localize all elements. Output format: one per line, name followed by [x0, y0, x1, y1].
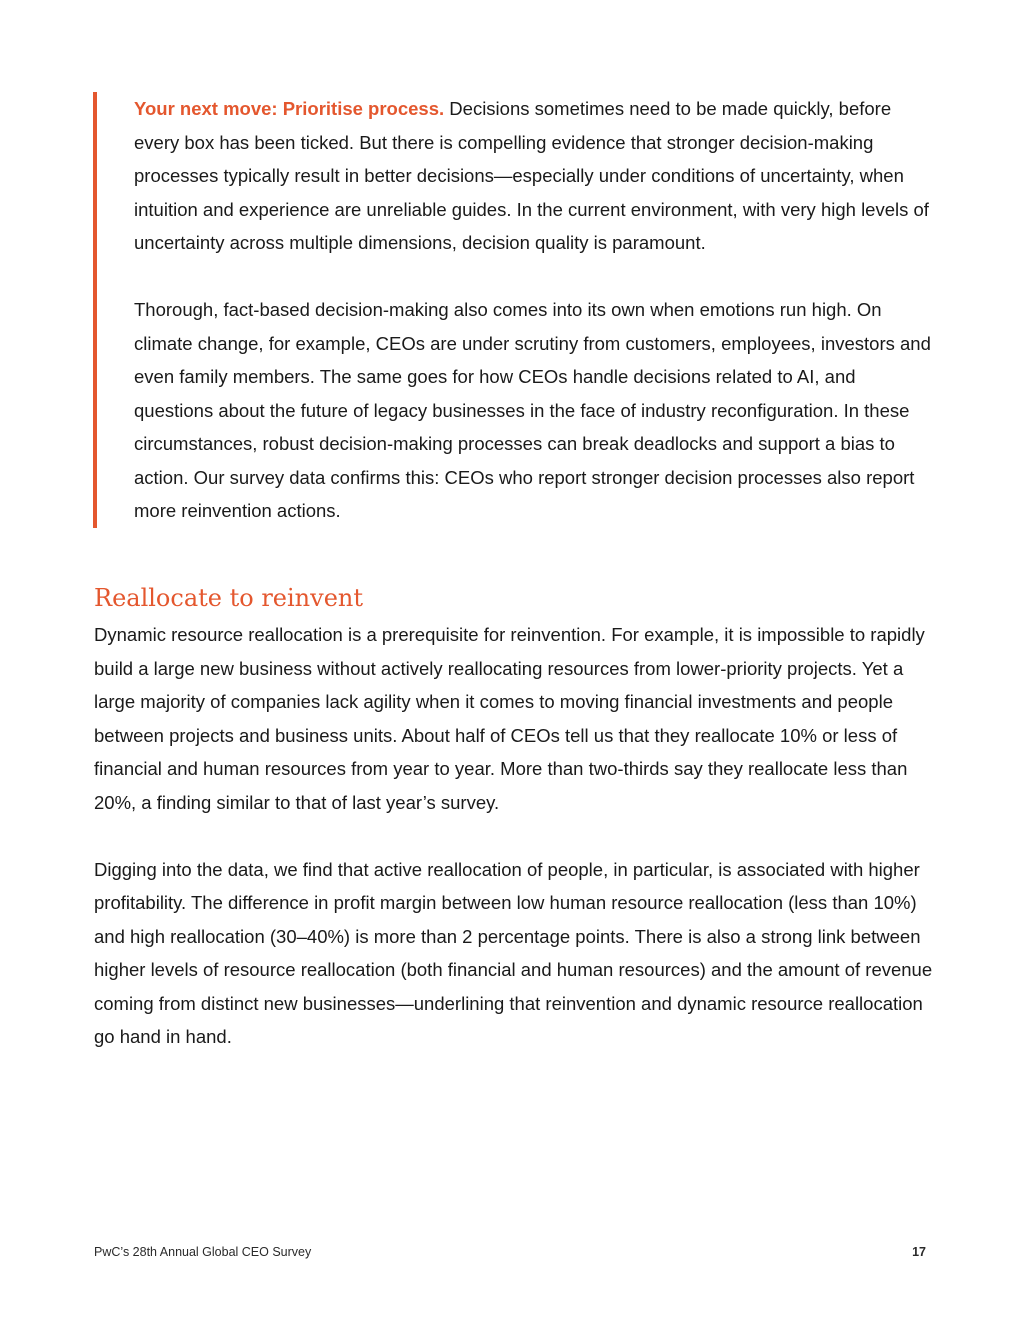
section-paragraph-2: Digging into the data, we find that active reallocation of people, in particular, is associated with higher profitability. The difference in profit margin between low human resource reallocation (less than 10%) and high reallocation (30–40%) is more than 2 percentage points. There is also a strong link between higher levels of resource reallocation (both financial and human resources) and the amount of revenue coming from distinct new businesses—underlining that reinvention and dynamic resource reallocation go hand in hand.: [94, 858, 933, 1047]
footer-publication: PwC’s 28th Annual Global CEO Survey: [94, 1245, 312, 1259]
callout-paragraph-1: [134, 92, 933, 260]
callout-lead: Your next move: Prioritise process.: [134, 98, 445, 119]
section-heading: Reallocate to reinvent: [94, 584, 364, 612]
callout-paragraph-1-text: Decisions sometimes need to be made quickly, before every box has been ticked. But there is compelling evidence that stronger decision-making processes typically result in better decisions—especially under conditions of uncertainty, when intuition and experience are unreliable guides. In the current environment, with very high levels of uncertainty across multiple dimensions, decision quality is paramount.: [134, 98, 929, 253]
callout-box: [93, 92, 933, 528]
section-reallocate: [94, 580, 934, 1054]
page-number: 17: [912, 1245, 926, 1259]
section-paragraph-1: Dynamic resource reallocation is a prerequisite for reinvention. For example, it is impossible to rapidly build a large new business without actively reallocating resources from lower-priority projects. Yet a large majority of companies lack agility when it comes to moving financial investments and people between projects and business units. About half of CEOs tell us that they reallocate 10% or less of financial and human resources from year to year. More than two-thirds say they reallocate less than 20%, a finding similar to that of last year’s survey.: [94, 624, 925, 813]
callout-paragraph-2: Thorough, fact-based decision-making also comes into its own when emotions run high. On climate change, for example, CEOs are under scrutiny from customers, employees, investors and even family members. The same goes for how CEOs handle decisions related to AI, and questions about the future of legacy businesses in the face of industry reconfiguration. In these circumstances, robust decision-making processes can break deadlocks and support a bias to action. Our survey data confirms this: CEOs who report stronger decision processes also report more reinvention actions.: [134, 299, 931, 521]
